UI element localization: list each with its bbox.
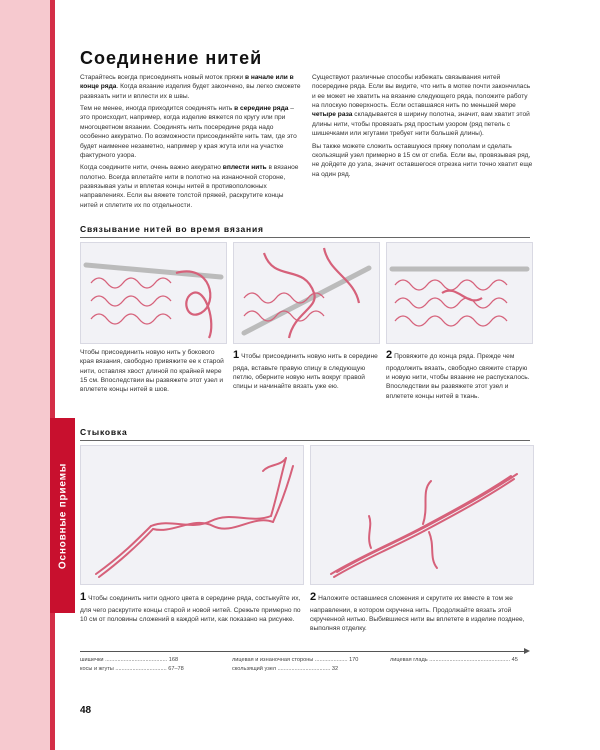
side-tab bbox=[50, 418, 75, 613]
cross-ref-item[interactable]: лицевая гладь .................................................... 45 bbox=[390, 657, 518, 663]
intro-right-column bbox=[312, 73, 534, 182]
intro-paragraph: Вы также можете сложить оставшуюся пряжу пополам и сделать скользящий узел примерно в 15 см от сгиба. Если вы, провязывая ряд, не дойдете до узла, значит оставшегося отрезка нити точно хватит еще на один ряд. bbox=[312, 142, 533, 178]
step-number: 2 bbox=[310, 591, 317, 603]
illustration-middle-join-2 bbox=[386, 242, 533, 344]
page-edge-band bbox=[0, 0, 50, 750]
page-number: 48 bbox=[80, 705, 92, 716]
intro-paragraph: Существуют различные способы избежать связывания нитей посередине ряда. Если вы видите, что нить в мотке почти закончилась и ее может не хватить на вязание следующего ряда, положите работу на плоскую поверхность. Если оставшаяся нить по меньшей мере четыре раза складывается в ширину полотна, значит, вам хватит этой длины нити, чтобы провязать ряд простым узором (ряд петель с шишечками или жгутами требует нити большей длины). bbox=[312, 74, 531, 138]
step-number: 1 bbox=[80, 591, 87, 603]
illustration-splice-1 bbox=[80, 445, 304, 585]
page-title: Соединение нитей bbox=[80, 48, 263, 68]
illustration-middle-join-1 bbox=[233, 242, 380, 344]
illustration-edge-join bbox=[80, 242, 227, 344]
section-heading-joining: Связывание нитей во время вязания bbox=[80, 224, 530, 238]
arrow-right-icon bbox=[524, 648, 530, 654]
intro-paragraph: Когда соедините нити, очень важно аккуратно вплести нить в вязаное полотно. Всегда вплетайте нити в полотно на изнаночной стороне, развязывая узлы и вплетая концы нитей в противоположных направлениях. Если вы вяжете толстой пряжей, раскрутите концы нитей и сплетите их по отдельности. bbox=[80, 164, 299, 209]
side-tab-label: Основные приемы bbox=[57, 462, 68, 569]
illustration-splice-2 bbox=[310, 445, 534, 585]
cross-ref-item[interactable]: лицевая и изнаночная стороны ..................... 170 bbox=[232, 657, 359, 663]
caption-middle-join-1: 1 Чтобы присоединить новую нить в середине ряда, вставьте правую спицу в следующую петлю, оберните новую нить вокруг правой спицы и начинайте вязать уже ею. bbox=[233, 349, 378, 391]
cross-ref-column bbox=[232, 656, 382, 674]
step-number: 2 bbox=[386, 349, 393, 361]
cross-ref-column bbox=[80, 656, 220, 674]
caption-splice-1: 1 Чтобы соединить нити одного цвета в середине ряда, состыкуйте их, для чего раскрутите концы старой и новой нитей. Срежьте примерно по 10 см от половины сложений в каждой нити, как показано на рисунке. bbox=[80, 591, 301, 623]
intro-paragraph: Тем не менее, иногда приходится соединять нить в середине ряда – это происходит, например, когда изделие вяжется по кругу или при многоцветном вязании. Соединять нить посередине ряда надо особенно аккуратно. По возможности присоединяйте нить там, где это будет наименее незаметно, например у края жгута или на участке фактурного узора. bbox=[80, 105, 297, 159]
intro-left-column bbox=[80, 73, 302, 213]
step-number: 1 bbox=[233, 349, 240, 361]
section-heading-splicing: Стыковка bbox=[80, 427, 530, 441]
cross-ref-item[interactable]: шишечки ........................................ 168 bbox=[80, 657, 179, 663]
cross-ref-column bbox=[390, 656, 530, 665]
cross-ref-item[interactable]: косы и жгуты ................................. 67–78 bbox=[80, 665, 184, 672]
caption-middle-join-2: 2 Провяжите до конца ряда. Прежде чем продолжить вязать, свободно свяжите старую и новую нити, чтобы вязание не распускалось. Впоследствии вы развяжете этот узел и вплетете концы нитей в ткань. bbox=[386, 349, 530, 400]
cross-ref-item[interactable]: скользящий узел .................................. 32 bbox=[232, 665, 339, 672]
intro-paragraph: Старайтесь всегда присоединять новый моток пряжи в начале или в конце ряда. Когда вязание изделия будет закончено, вы легко сможете развязать нити и вплести их в швы. bbox=[80, 74, 301, 100]
cross-ref-divider bbox=[80, 651, 525, 652]
caption-edge-join: Чтобы присоединить новую нить у бокового края вязания, свободно привяжите ее к старой нити, оставляя хвост длиной по крайней мере 15 см. Впоследствии вы развяжете этот узел и вплетете концы нитей в шов. bbox=[80, 349, 224, 394]
caption-splice-2: 2 Наложите оставшиеся сложения и скрутите их вместе в том же направлении, в котором скручена нить. Продолжайте вязать этой скрученной нитью. Выбившиеся нити вы вплетете в изделие позднее, выполняя отделку. bbox=[310, 591, 525, 633]
page-edge-strip bbox=[50, 0, 55, 750]
